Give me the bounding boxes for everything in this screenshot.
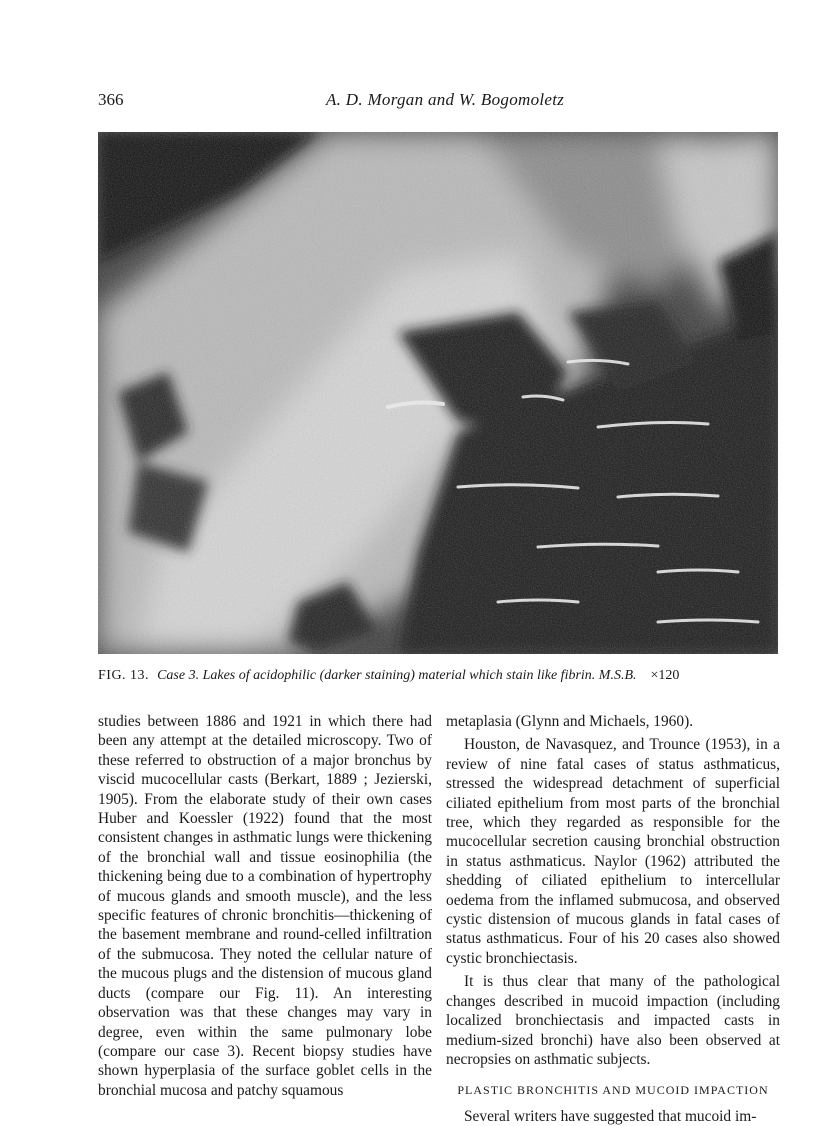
micrograph-image [98,132,778,654]
running-head: A. D. Morgan and W. Bogomoletz [326,90,565,109]
right-paragraph-4: Several writers have suggested that mucoid im- [464,1107,757,1125]
figure-magnification: ×120 [650,668,680,683]
left-paragraph-1: studies between 1886 and 1921 in which there had been any attempt at the detailed microscopy. Two of these referred to obstruction of a major bronchus by viscid mucocellular casts (Berkart, 1889 ; Jezierski, 1905). From the elaborate study of their own cases Huber and Koessler (1922) found that the most consistent changes in asthmatic lungs were thickening of the bronchial wall and tissue eosinophilia (the thickening being due to a combination of hypertrophy of mucous glands and smooth muscle), and the less specific features of chronic bronchitis—thickening of the basement membrane and round-celled infiltration of the submucosa. They noted the cellular nature of the mucous plugs and the distension of mucous gland ducts (compare our Fig. 11). An interesting observation was that these changes may vary in degree, even within the same pulmonary lobe (compare our case 3). Recent biopsy studies have shown hyperplasia of the surface goblet cells in the bronchial mucosa and patchy squamous [98,713,432,1099]
right-paragraph-2: Houston, de Navasquez, and Trounce (1953), in a review of nine fatal cases of status asthmaticus, stressed the widespread detachment of superficial ciliated epithelium from most parts of the bronchial tree, which they regarded as responsible for the mucocellular secretion causing bronchial obstruction in status asthmaticus. Naylor (1962) attributed the shedding of ciliated epithelium to intercellular oedema from the inflamed submucosa, and observed cystic distension of mucous glands in fatal cases of status asthmaticus. Four of his 20 cases also showed cystic bronchiectasis. [446,736,780,967]
figure-caption-text: Case 3. Lakes of acidophilic (darker staining) material which stain like fibrin. M.S.B. [157,668,637,683]
right-paragraph-3: It is thus clear that many of the pathological changes described in mucoid impaction (including localized bronchiectasis and impacted casts in medium-sized bronchi) have also been observed at necropsies on asthmatic subjects. [446,973,780,1068]
right-column [446,712,780,1126]
section-heading: PLASTIC BRONCHITIS AND MUCOID IMPACTION [457,1083,769,1098]
figure-caption [98,668,778,684]
micrograph-figure [98,132,778,654]
left-column [98,712,432,1100]
right-paragraph-1: metaplasia (Glynn and Michaels, 1960). [446,713,694,730]
figure-label: FIG. 13. [98,668,150,683]
page-number: 366 [98,90,124,109]
